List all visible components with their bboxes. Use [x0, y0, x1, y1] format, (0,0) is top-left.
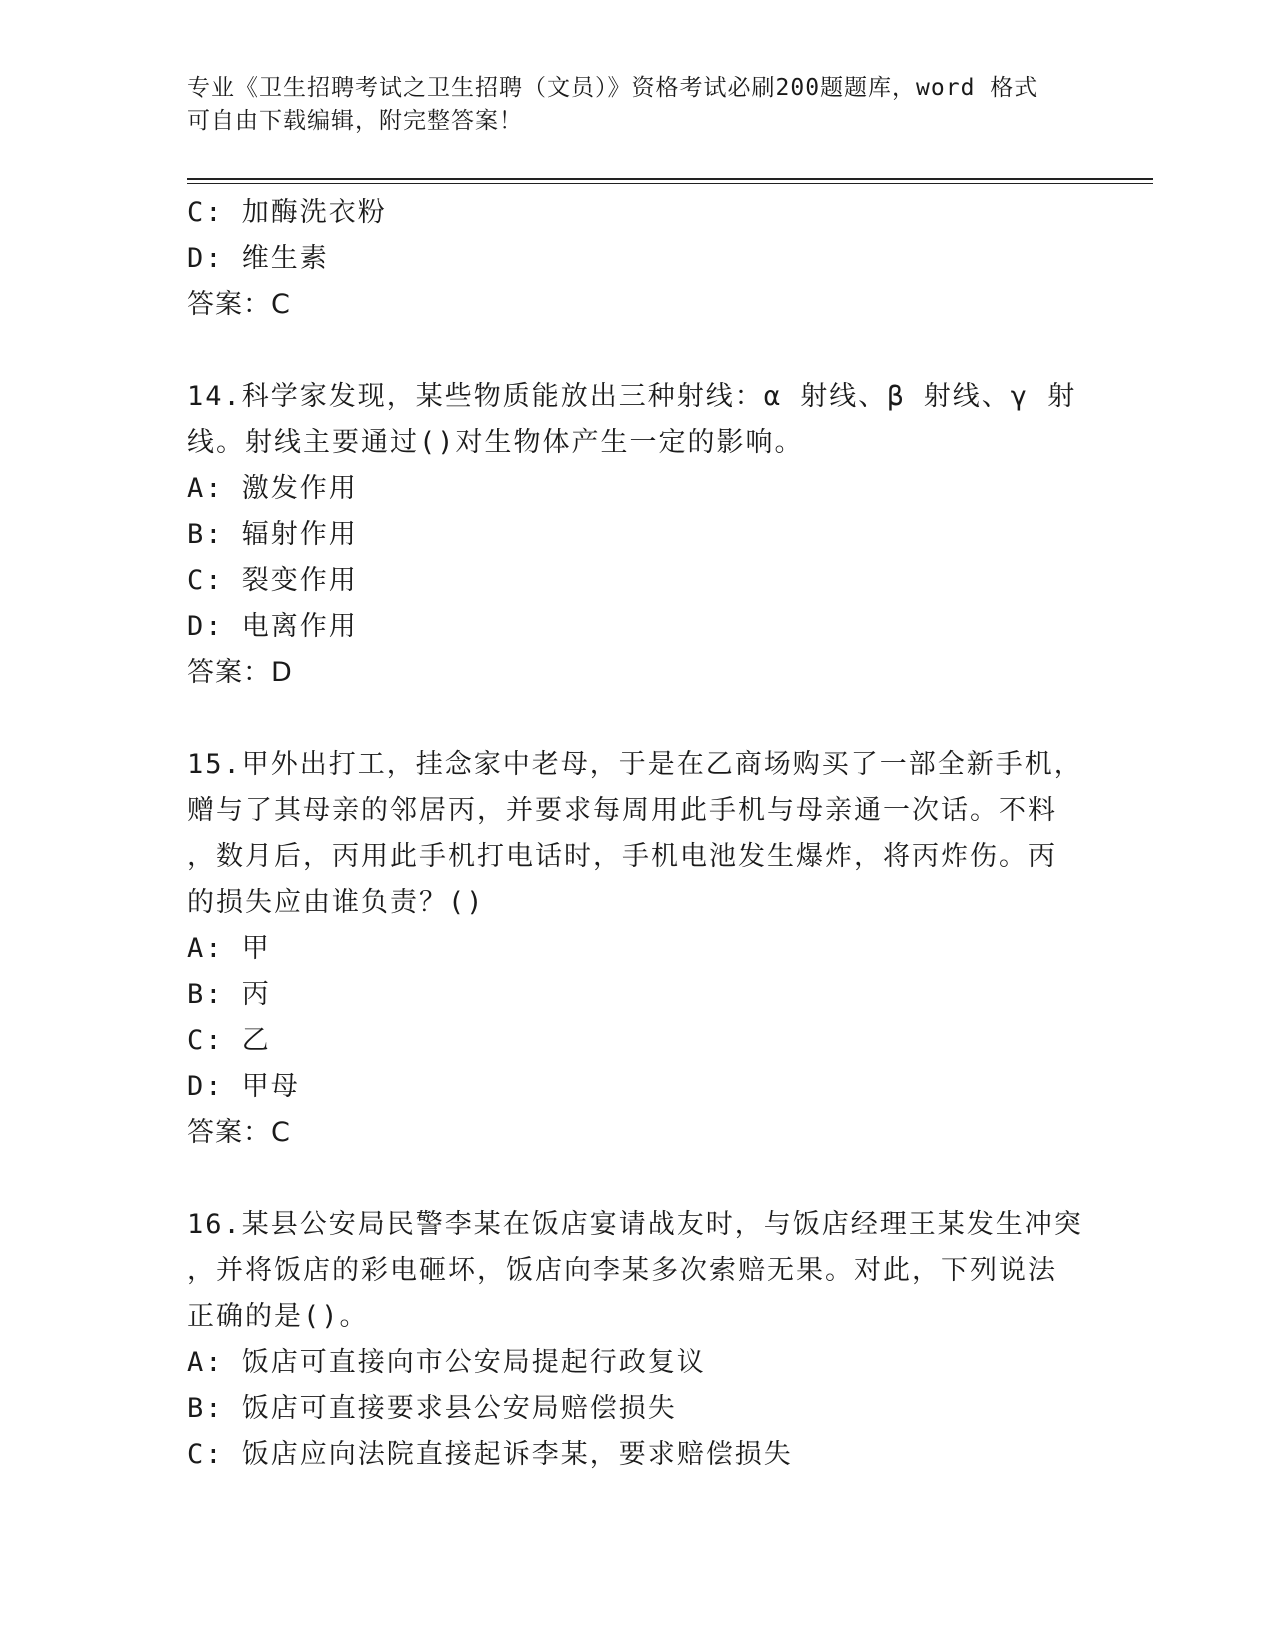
option-c: C: 裂变作用	[187, 565, 358, 596]
header-line-2: 可自由下载编辑，附完整答案！	[187, 108, 523, 134]
question-text-line: 线。射线主要通过()对生物体产生一定的影响。	[187, 427, 804, 458]
spacer	[187, 1156, 1087, 1202]
header-divider-thick	[187, 178, 1153, 180]
option-c: C: 乙	[187, 1025, 271, 1056]
option-a: A: 饭店可直接向市公安局提起行政复议	[187, 1347, 706, 1378]
question-text-line: 赠与了其母亲的邻居丙，并要求每周用此手机与母亲通一次话。不料	[187, 795, 1057, 826]
option-c: C: 加酶洗衣粉	[187, 197, 387, 228]
question-15	[187, 742, 1087, 1156]
option-b: B: 饭店可直接要求县公安局赔偿损失	[187, 1393, 677, 1424]
question-text-line: 的损失应由谁负责？()	[187, 887, 485, 918]
option-b: B: 丙	[187, 979, 271, 1010]
header-line-1: 专业《卫生招聘考试之卫生招聘（文员）》资格考试必刷200题题库，word 格式	[187, 75, 1039, 101]
spacer	[187, 696, 1087, 742]
answer-line: 答案：C	[187, 1117, 291, 1148]
question-text-line: 16.某县公安局民警李某在饭店宴请战友时，与饭店经理王某发生冲突	[187, 1209, 1083, 1240]
option-a: A: 激发作用	[187, 473, 358, 504]
question-14	[187, 374, 1087, 696]
option-d: D: 甲母	[187, 1071, 300, 1102]
header-divider-thin	[187, 183, 1153, 184]
option-d: D: 电离作用	[187, 611, 358, 642]
question-text-line: ，并将饭店的彩电砸坏，饭店向李某多次索赔无果。对此，下列说法	[187, 1255, 1057, 1286]
option-c: C: 饭店应向法院直接起诉李某，要求赔偿损失	[187, 1439, 793, 1470]
question-16	[187, 1202, 1087, 1478]
answer-line: 答案：D	[187, 657, 293, 688]
spacer	[187, 328, 1087, 374]
document-body	[187, 190, 1087, 1478]
option-b: B: 辐射作用	[187, 519, 358, 550]
question-text-line: 正确的是()。	[187, 1301, 369, 1332]
document-header	[187, 72, 1067, 138]
question-text-line: 15.甲外出打工，挂念家中老母，于是在乙商场购买了一部全新手机，	[187, 749, 1083, 780]
prev-question-block	[187, 190, 1087, 328]
question-text-line: ，数月后，丙用此手机打电话时，手机电池发生爆炸，将丙炸伤。丙	[187, 841, 1057, 872]
answer-line: 答案：C	[187, 289, 291, 320]
question-text-line: 14.科学家发现，某些物质能放出三种射线：α 射线、β 射线、γ 射	[187, 381, 1077, 412]
option-d: D: 维生素	[187, 243, 329, 274]
option-a: A: 甲	[187, 933, 271, 964]
